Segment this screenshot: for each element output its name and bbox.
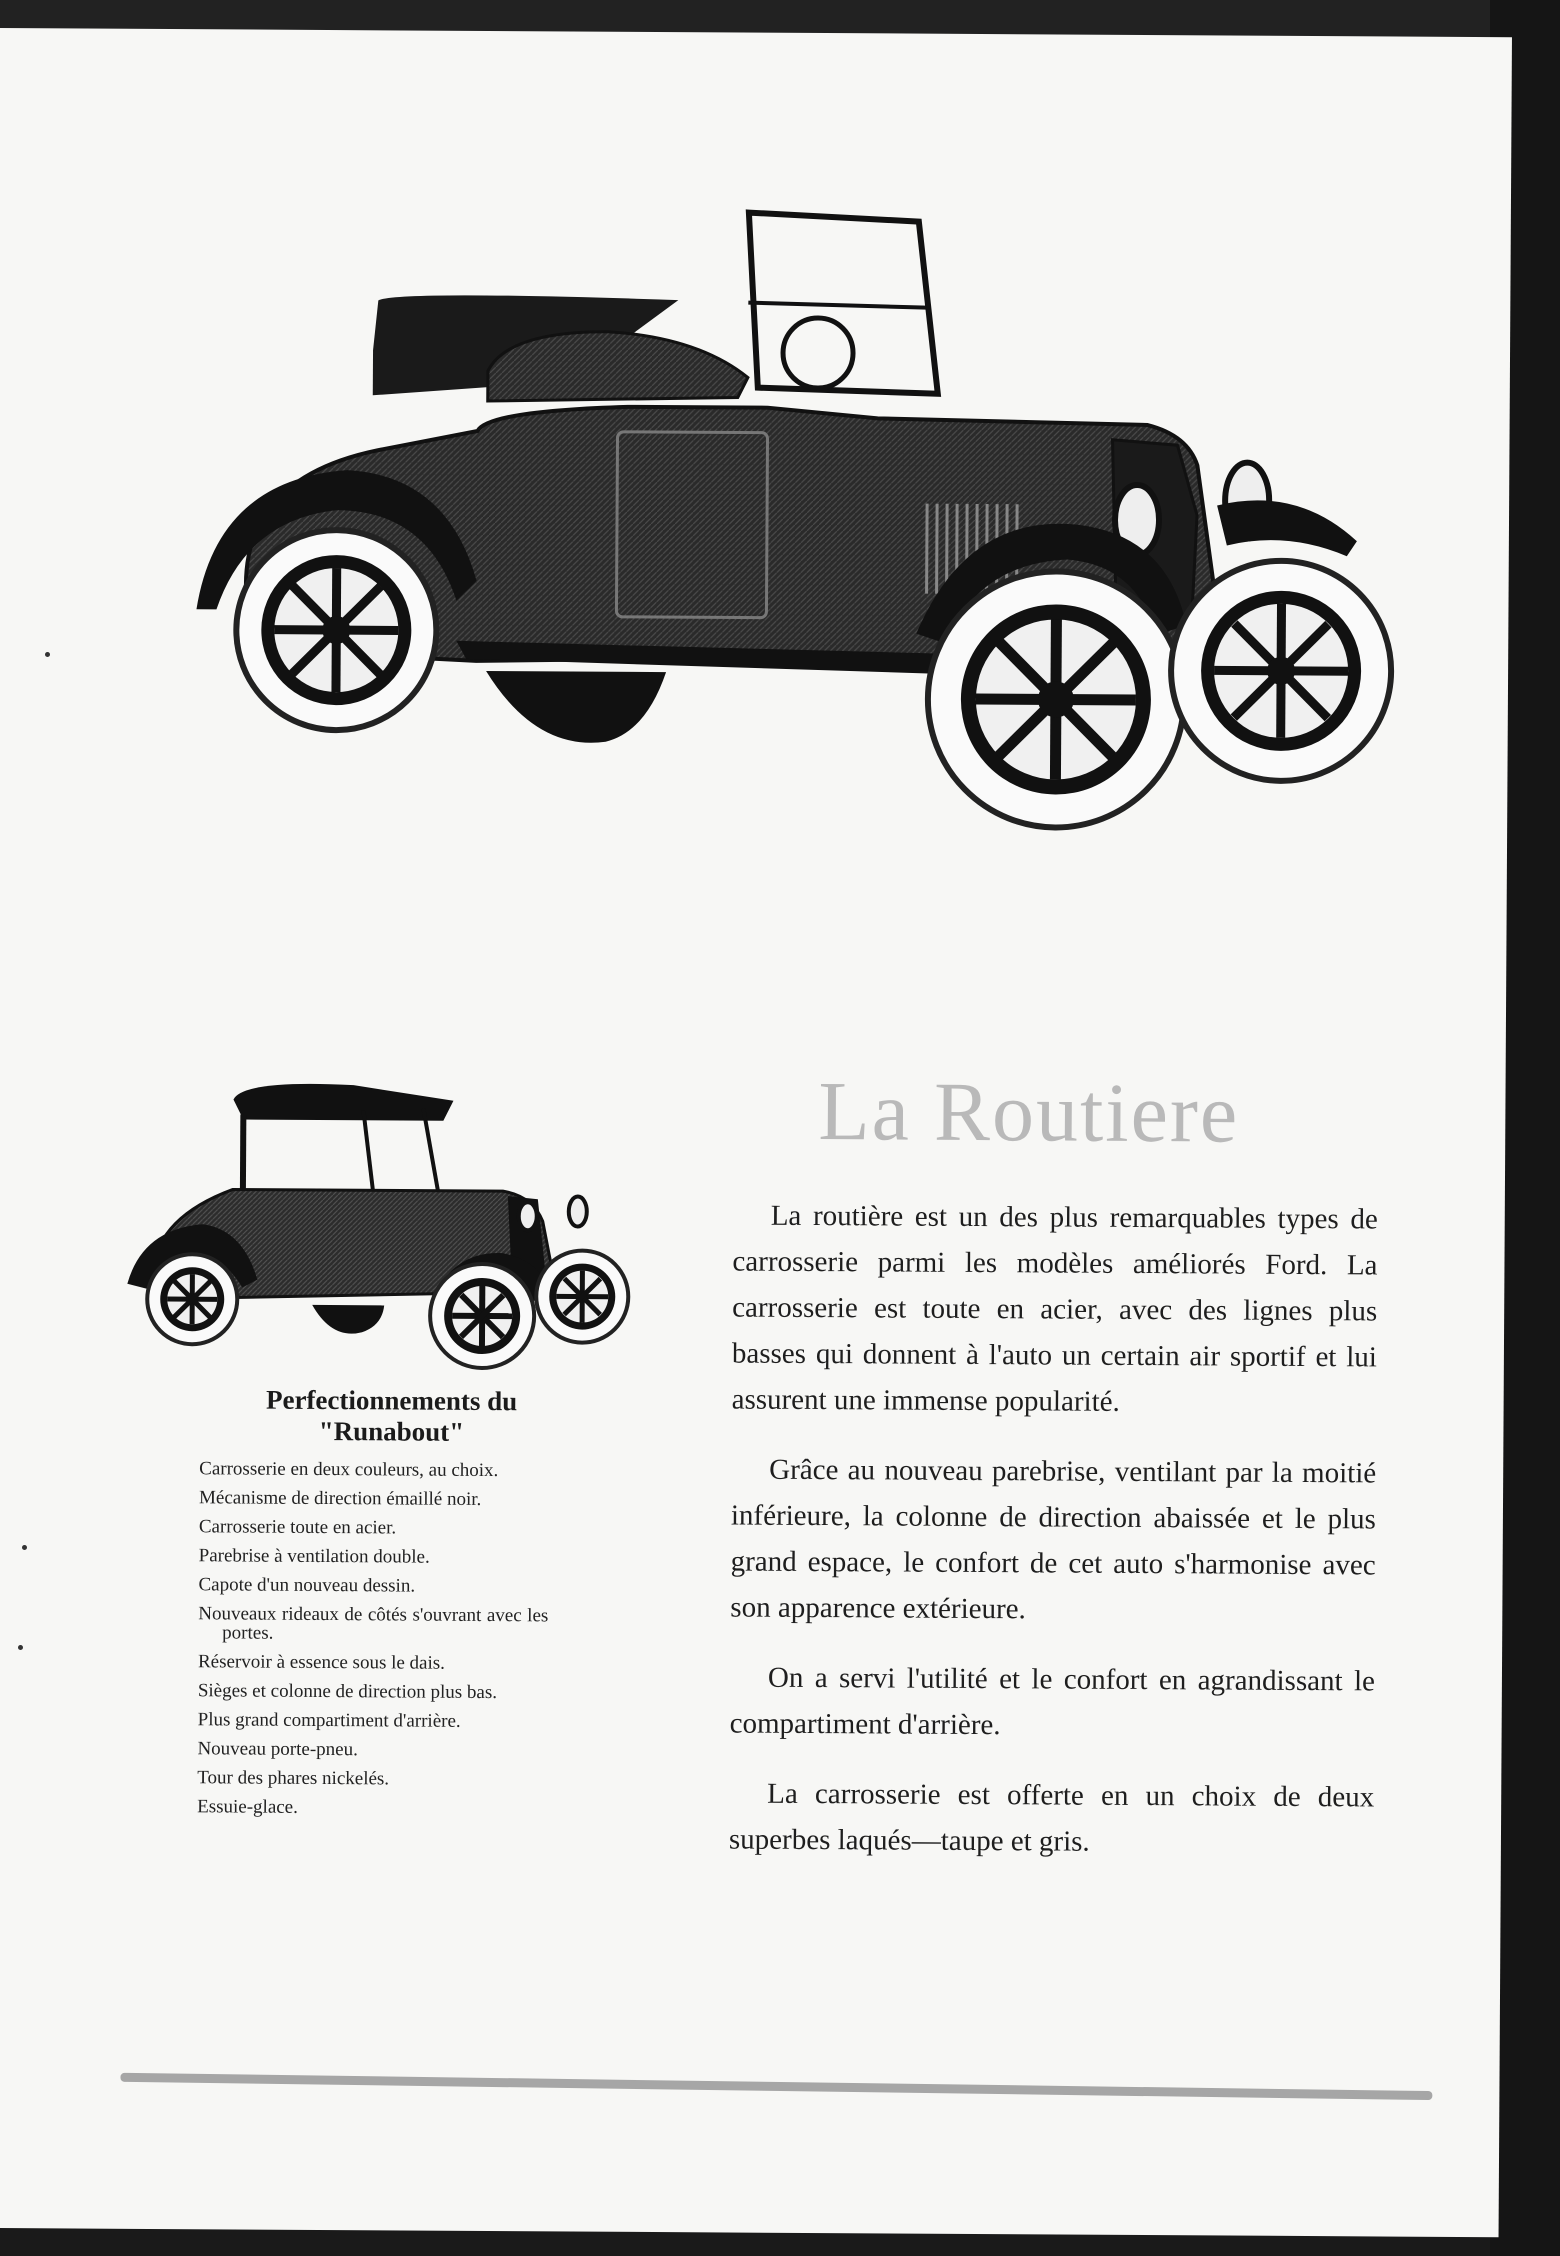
page-title: La Routiere: [818, 1065, 1240, 1161]
list-item: Capote d'un nouveau dessin.: [198, 1574, 416, 1597]
roadster-illustration: [175, 179, 1409, 847]
list-item: Sièges et colonne de direction plus bas.: [197, 1680, 498, 1704]
body-text: [729, 1192, 1378, 1890]
list-item: Réservoir à essence sous le dais.: [197, 1651, 446, 1674]
list-item: Plus grand compartiment d'arrière.: [197, 1709, 461, 1732]
scan-speck: [22, 1545, 27, 1550]
brochure-page: [0, 28, 1512, 2237]
list-item: Carrosserie en deux couleurs, au choix.: [199, 1458, 499, 1482]
features-list: [197, 1459, 549, 1828]
scan-speck: [18, 1645, 23, 1650]
front-left-wheel: [927, 571, 1185, 829]
list-item: Carrosserie toute en acier.: [198, 1516, 397, 1539]
paragraph: Grâce au nouveau parebrise, ventilant par la moitié inférieure, la colonne de direction abaissée et le plus grand espace, le confort de cet auto s'harmonise avec son apparence extérieure.: [730, 1453, 1377, 1626]
paragraph: On a servi l'utilité et le confort en agrandissant le compartiment d'arrière.: [729, 1661, 1376, 1742]
features-heading: Perfectionnements du "Runabout": [265, 1384, 518, 1447]
list-item: Tour des phares nickelés.: [197, 1767, 390, 1790]
paragraph: La carrosserie est offerte en un choix de deux superbes laqués—taupe et gris.: [728, 1777, 1375, 1858]
runabout-illustration: [122, 1069, 644, 1392]
list-item: Mécanisme de direction émaillé noir.: [198, 1487, 482, 1510]
list-item: Parebrise à ventilation double.: [198, 1545, 430, 1568]
front-right-wheel: [1170, 560, 1391, 781]
scan-speck: [45, 652, 50, 657]
divider-rule: [120, 2073, 1432, 2100]
paragraph: La routière est un des plus remarquables types de carrosserie parmi les modèles améliorés Ford. La carrosserie est toute en acier, avec des lignes plus basses qui donnent à l'auto un certain air sportif et lui assurent une immense popularité.: [731, 1199, 1378, 1418]
rear-wheel: [236, 529, 437, 730]
list-item: Nouveau porte-pneu.: [197, 1738, 358, 1761]
list-item: Essuie-glace.: [197, 1796, 298, 1818]
list-item: Nouveaux rideaux de côtés s'ouvrant avec les portes.: [198, 1603, 549, 1644]
